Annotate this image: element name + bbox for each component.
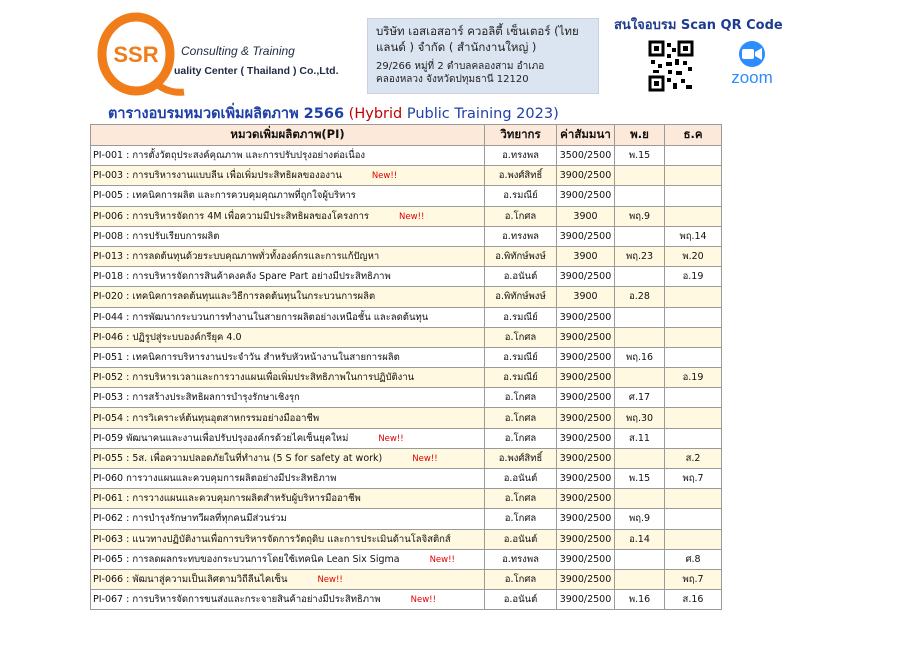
new-badge: New!! <box>371 171 398 182</box>
nov-date-cell: อ.28 <box>615 287 665 307</box>
fee-cell: 3900/2500 <box>557 549 615 569</box>
table-row <box>91 347 722 367</box>
course-name <box>91 408 485 428</box>
table-row <box>91 186 722 206</box>
course-title: PI-006 : การบริหารจัดการ 4M เพื่อความมีประสิทธิผลของโครงการ <box>93 210 370 222</box>
fee-cell: 3900/2500 <box>557 166 615 186</box>
course-title: PI-060 การวางแผนและควบคุมการผลิตอย่างมีประสิทธิภาพ <box>93 473 337 485</box>
fee-cell: 3900/2500 <box>557 529 615 549</box>
fee-cell: 3900/2500 <box>557 368 615 388</box>
dec-date-cell: พฤ.14 <box>665 226 722 246</box>
fee-cell: 3500/2500 <box>557 146 615 166</box>
course-name <box>91 448 485 468</box>
nov-date-cell: ส.11 <box>615 428 665 448</box>
nov-date-cell: พ.15 <box>615 469 665 489</box>
fee-cell: 3900/2500 <box>557 226 615 246</box>
course-name <box>91 428 485 448</box>
new-badge: New!! <box>410 595 436 606</box>
table-row <box>91 267 722 287</box>
dec-date-cell <box>665 408 722 428</box>
fee-cell: 3900/2500 <box>557 388 615 408</box>
page-title: ตารางอบรมหมวดเพิ่มผลิตภาพ 2566 (Hybrid Public Training 2023) <box>108 106 559 122</box>
logo-tagline: Consulting & Training <box>181 44 295 58</box>
dec-date-cell: อ.19 <box>665 267 722 287</box>
table-row <box>91 327 722 347</box>
course-title: PI-051 : เทคนิคการบริหารงานประจำวัน สำหรับหัวหน้างานในสายการผลิต <box>93 351 400 363</box>
dec-date-cell <box>665 428 722 448</box>
table-row <box>91 287 722 307</box>
dec-date-cell <box>665 166 722 186</box>
table-row <box>91 509 722 529</box>
course-name <box>91 368 485 388</box>
course-name <box>91 226 485 246</box>
nov-date-cell: อ.14 <box>615 529 665 549</box>
course-name <box>91 509 485 529</box>
new-badge: New!! <box>317 575 343 586</box>
trainer-cell: อ.อนันต์ <box>485 267 557 287</box>
nov-date-cell <box>615 186 665 206</box>
course-name <box>91 469 485 489</box>
table-row <box>91 408 722 428</box>
course-title: PI-066 : พัฒนาสู่ความเป็นเลิศตามวิถีลีนไคเซ็น <box>93 574 288 586</box>
trainer-cell: อ.อนันต์ <box>485 469 557 489</box>
fee-cell: 3900/2500 <box>557 267 615 287</box>
nov-date-cell <box>615 166 665 186</box>
course-name <box>91 590 485 610</box>
course-name <box>91 529 485 549</box>
course-name <box>91 246 485 266</box>
trainer-cell: อ.โกศล <box>485 206 557 226</box>
logo-company-name: uality Center ( Thailand ) Co.,Ltd. <box>174 65 339 77</box>
fee-cell: 3900/2500 <box>557 509 615 529</box>
course-name <box>91 206 485 226</box>
dec-date-cell: พ.20 <box>665 246 722 266</box>
trainer-cell: อ.โกศล <box>485 388 557 408</box>
dec-date-cell <box>665 529 722 549</box>
trainer-cell: อ.โกศล <box>485 489 557 509</box>
course-title: PI-063 : แนวทางปฏิบัติงานเพื่อการบริหารจัดการวัตถุดิบ และการประเมินด้านโลจิสติกส์ <box>93 533 451 545</box>
course-title: PI-053 : การสร้างประสิทธิผลการบำรุงรักษาเชิงรุก <box>93 392 300 404</box>
course-title: PI-003 : การบริหารงานแบบลีน เพื่อเพิ่มประสิทธิผลขององาน <box>93 170 342 182</box>
course-title: PI-013 : การลดต้นทุนด้วยระบบคุณภาพทั่วทั้งองค์กรและการแก้ปัญหา <box>93 251 380 263</box>
trainer-cell: อ.พิทักษ์พงษ์ <box>485 287 557 307</box>
course-title: PI-059 พัฒนาคนและงานเพื่อปรับปรุงองค์กรด้วยไคเซ็นยุคใหม่ <box>93 432 349 444</box>
trainer-cell: อ.รมณีย์ <box>485 347 557 367</box>
company-logo <box>96 12 346 98</box>
table-row <box>91 529 722 549</box>
course-title: PI-067 : การบริหารจัดการขนส่งและกระจายสินค้าอย่างมีประสิทธิภาพ <box>93 594 381 606</box>
trainer-cell: อ.พงศ์สิทธิ์ <box>485 448 557 468</box>
nov-date-cell <box>615 307 665 327</box>
new-badge: New!! <box>412 453 438 464</box>
course-title: PI-062 : การบำรุงรักษาทวีผลที่ทุกคนมีส่วนร่วม <box>93 513 287 525</box>
nov-date-cell <box>615 569 665 589</box>
course-name <box>91 146 485 166</box>
trainer-cell: อ.ทรงพล <box>485 549 557 569</box>
table-header-row <box>91 125 722 146</box>
nov-date-cell <box>615 267 665 287</box>
qr-code-icon[interactable] <box>648 40 694 92</box>
course-title: PI-005 : เทคนิคการผลิต และการควบคุมคุณภาพที่ถูกใจผู้บริหาร <box>93 190 356 202</box>
dec-date-cell: พฤ.7 <box>665 569 722 589</box>
course-title: PI-061 : การวางแผนและควบคุมการผลิตสำหรับผู้บริหารมืออาชีพ <box>93 493 361 505</box>
course-title: PI-044 : การพัฒนากระบวนการทำงานในสายการผลิตอย่างเหนือชั้น และลดต้นทุน <box>93 311 429 323</box>
course-title: PI-054 : การวิเคราะห์ต้นทุนอุตสาหกรรมอย่างมืออาชีพ <box>93 412 320 424</box>
dec-date-cell: ส.2 <box>665 448 722 468</box>
nov-date-cell: พ.16 <box>615 590 665 610</box>
table-row <box>91 368 722 388</box>
trainer-cell: อ.อนันต์ <box>485 529 557 549</box>
table-row <box>91 206 722 226</box>
course-name <box>91 347 485 367</box>
dec-date-cell: ส.16 <box>665 590 722 610</box>
zoom-camera-icon <box>724 40 780 70</box>
dec-date-cell <box>665 206 722 226</box>
dec-date-cell <box>665 287 722 307</box>
company-name: บริษัท เอสเอสอาร์ ควอลิตี้ เซ็นเตอร์ (ไทยแลนด์ ) จำกัด ( สำนักงานใหญ่ ) <box>376 24 579 54</box>
fee-cell: 3900/2500 <box>557 569 615 589</box>
trainer-cell: อ.พิทักษ์พงษ์ <box>485 246 557 266</box>
course-title: PI-020 : เทคนิคการลดต้นทุนและวิธีการลดต้นทุนในกระบวนการผลิต <box>93 291 376 303</box>
col-header-fee: ค่าสัมมนา <box>557 125 615 146</box>
fee-cell: 3900 <box>557 246 615 266</box>
fee-cell: 3900/2500 <box>557 186 615 206</box>
zoom-label: zoom <box>731 68 773 87</box>
dec-date-cell <box>665 186 722 206</box>
fee-cell: 3900/2500 <box>557 307 615 327</box>
table-row <box>91 469 722 489</box>
trainer-cell: อ.อนันต์ <box>485 590 557 610</box>
nov-date-cell: ศ.17 <box>615 388 665 408</box>
course-name <box>91 186 485 206</box>
nov-date-cell: พฤ.9 <box>615 206 665 226</box>
dec-date-cell: อ.19 <box>665 368 722 388</box>
nov-date-cell: พ.15 <box>615 146 665 166</box>
table-row <box>91 428 722 448</box>
nov-date-cell: พฤ.23 <box>615 246 665 266</box>
table-row <box>91 549 722 569</box>
fee-cell: 3900/2500 <box>557 469 615 489</box>
svg-text:SSR: SSR <box>113 42 159 67</box>
course-name <box>91 267 485 287</box>
trainer-cell: อ.โกศล <box>485 408 557 428</box>
fee-cell: 3900/2500 <box>557 448 615 468</box>
fee-cell: 3900/2500 <box>557 408 615 428</box>
trainer-cell: อ.โกศล <box>485 428 557 448</box>
table-row <box>91 146 722 166</box>
col-header-course: หมวดเพิ่มผลิตภาพ(PI) <box>91 125 485 146</box>
table-row <box>91 307 722 327</box>
col-header-nov: พ.ย <box>615 125 665 146</box>
course-title: PI-052 : การบริหารเวลาและการวางแผนเพื่อเพิ่มประสิทธิภาพในการปฏิบัติงาน <box>93 372 415 384</box>
course-name <box>91 388 485 408</box>
fee-cell: 3900/2500 <box>557 590 615 610</box>
course-name <box>91 287 485 307</box>
nov-date-cell <box>615 368 665 388</box>
course-title: PI-055 : 5ส. เพื่อความปลอดภัยในที่ทำงาน (5 S for safety at work) <box>93 452 383 464</box>
dec-date-cell <box>665 489 722 509</box>
company-address: 29/266 หมู่ที่ 2 ตำบลคลองสาม อำเภอคลองหลวง จังหวัดปทุมธานี 12120 <box>376 61 545 85</box>
table-row <box>91 388 722 408</box>
nov-date-cell <box>615 448 665 468</box>
table-row <box>91 448 722 468</box>
trainer-cell: อ.ทรงพล <box>485 226 557 246</box>
fee-cell: 3900 <box>557 206 615 226</box>
fee-cell: 3900/2500 <box>557 489 615 509</box>
course-title: PI-008 : การปรับเรียบการผลิต <box>93 230 220 242</box>
qr-title: สนใจอบรม Scan QR Code <box>614 18 783 33</box>
fee-cell: 3900/2500 <box>557 327 615 347</box>
new-badge: New!! <box>378 433 404 444</box>
nov-date-cell: พฤ.9 <box>615 509 665 529</box>
table-row <box>91 590 722 610</box>
nov-date-cell: พฤ.30 <box>615 408 665 428</box>
fee-cell: 3900/2500 <box>557 347 615 367</box>
trainer-cell: อ.พงศ์สิทธิ์ <box>485 166 557 186</box>
col-header-trainer: วิทยากร <box>485 125 557 146</box>
table-row <box>91 246 722 266</box>
new-badge: New!! <box>429 554 455 565</box>
dec-date-cell <box>665 509 722 529</box>
table-row <box>91 166 722 186</box>
nov-date-cell: พฤ.16 <box>615 347 665 367</box>
trainer-cell: อ.โกศล <box>485 509 557 529</box>
course-title: PI-018 : การบริหารจัดการสินค้าคงคลัง Spare Part อย่างมีประสิทธิภาพ <box>93 271 391 283</box>
course-name <box>91 166 485 186</box>
table-row <box>91 569 722 589</box>
dec-date-cell <box>665 347 722 367</box>
course-name <box>91 489 485 509</box>
dec-date-cell: พฤ.7 <box>665 469 722 489</box>
fee-cell: 3900 <box>557 287 615 307</box>
hybrid-label: Hybrid <box>354 106 403 122</box>
dec-date-cell: ศ.8 <box>665 549 722 569</box>
col-header-dec: ธ.ค <box>665 125 722 146</box>
trainer-cell: อ.โกศล <box>485 569 557 589</box>
course-title: PI-001 : การตั้งวัตถุประสงค์คุณภาพ และการปรับปรุงอย่างต่อเนื่อง <box>93 150 366 162</box>
course-name <box>91 569 485 589</box>
dec-date-cell <box>665 327 722 347</box>
trainer-cell: อ.ทรงพล <box>485 146 557 166</box>
table-row <box>91 226 722 246</box>
trainer-cell: อ.รมณีย์ <box>485 368 557 388</box>
nov-date-cell <box>615 489 665 509</box>
nov-date-cell <box>615 327 665 347</box>
fee-cell: 3900/2500 <box>557 428 615 448</box>
company-info-box <box>367 18 599 94</box>
course-title: PI-065 : การลดผลกระทบของกระบวนการโดยใช้เทคนิค Lean Six Sigma <box>93 553 400 565</box>
course-name <box>91 307 485 327</box>
course-name <box>91 327 485 347</box>
nov-date-cell <box>615 549 665 569</box>
trainer-cell: อ.รมณีย์ <box>485 307 557 327</box>
trainer-cell: อ.โกศล <box>485 327 557 347</box>
nov-date-cell <box>615 226 665 246</box>
dec-date-cell <box>665 146 722 166</box>
course-name <box>91 549 485 569</box>
dec-date-cell <box>665 388 722 408</box>
dec-date-cell <box>665 307 722 327</box>
training-schedule-table <box>90 124 722 610</box>
ssr-logo-icon <box>96 12 188 98</box>
table-row <box>91 489 722 509</box>
new-badge: New!! <box>399 211 425 222</box>
zoom-logo[interactable] <box>724 40 784 92</box>
trainer-cell: อ.รมณีย์ <box>485 186 557 206</box>
course-title: PI-046 : ปฏิรูปสู่ระบบองค์กรียุค 4.0 <box>93 331 242 343</box>
